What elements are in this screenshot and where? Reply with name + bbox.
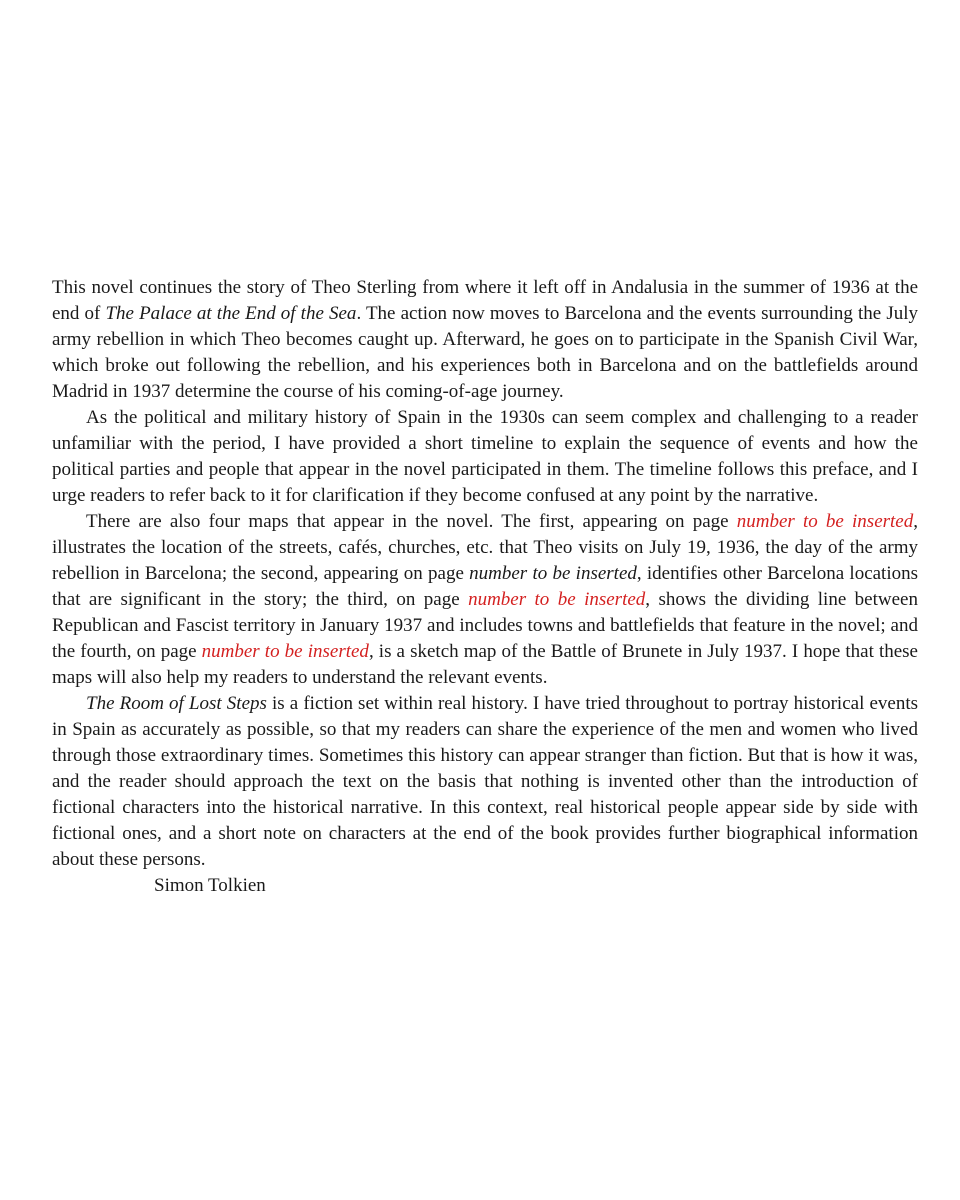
p3-segment-5: , is a sketch map of the Battle of Brunete in July 1937. I hope that these maps will also help my readers to understand the relevant events. (52, 641, 918, 688)
page-number-placeholder-4: number to be inserted (201, 641, 369, 662)
p3-segment-3: , identifies other Barcelona locations that are significant in the story; the third, on page (52, 563, 919, 610)
paragraph-4 (52, 691, 918, 873)
paragraph-1 (52, 275, 918, 405)
p4-text-after-title: is a fiction set within real history. I have tried throughout to portray historical events in Spain as accurately as possible, so that my readers can share the experience of the men and women who lived through those extraordinary times. Sometimes this history can appear stranger than fiction. But that is how it was, and the reader should approach the text on the basis that nothing is invented other than the introduction of fictional characters into the historical narrative. In this context, real historical people appear side by side with fictional ones, and a short note on characters at the end of the book provides further biographical information about these persons. (52, 693, 918, 870)
preface-text (52, 275, 918, 899)
book-title-palace: The Palace at the End of the Sea (105, 303, 357, 324)
book-title-room: The Room of Lost Steps (86, 693, 267, 714)
page-number-placeholder-3: number to be inserted (468, 589, 646, 610)
p1-text-before-title: This novel continues the story of Theo Sterling from where it left off in Andalusia in the summer of 1936 at the end of (52, 277, 918, 324)
p3-segment-2: , illustrates the location of the streets, cafés, churches, etc. that Theo visits on July 19, 1936, the day of the army rebellion in Barcelona; the second, appearing on page (52, 511, 918, 584)
p3-segment-1: There are also four maps that appear in the novel. The first, appearing on page (86, 511, 737, 532)
author-signature: Simon Tolkien (154, 875, 266, 896)
paragraph-2: As the political and military history of Spain in the 1930s can seem complex and challenging to a reader unfamiliar with the period, I have provided a short timeline to explain the sequence of events and how the political parties and people that appear in the novel participated in them. The timeline follows this preface, and I urge readers to refer back to it for clarification if they become confused at any point by the narrative. (52, 407, 918, 506)
p1-text-after-title: . The action now moves to Barcelona and the events surrounding the July army rebellion in which Theo becomes caught up. Afterward, he goes on to participate in the Spanish Civil War, which broke out following the rebellion, and his experiences both in Barcelona and on the battlefields around Madrid in 1937 determine the course of his coming-of-age journey. (52, 303, 918, 402)
page-number-placeholder-2: number to be inserted (469, 563, 637, 584)
page-number-placeholder-1: number to be inserted (736, 511, 914, 532)
paragraph-3 (52, 509, 918, 691)
p3-segment-4: , shows the dividing line between Republican and Fascist territory in January 1937 and includes towns and battlefields that feature in the novel; and the fourth, on page (52, 589, 918, 662)
